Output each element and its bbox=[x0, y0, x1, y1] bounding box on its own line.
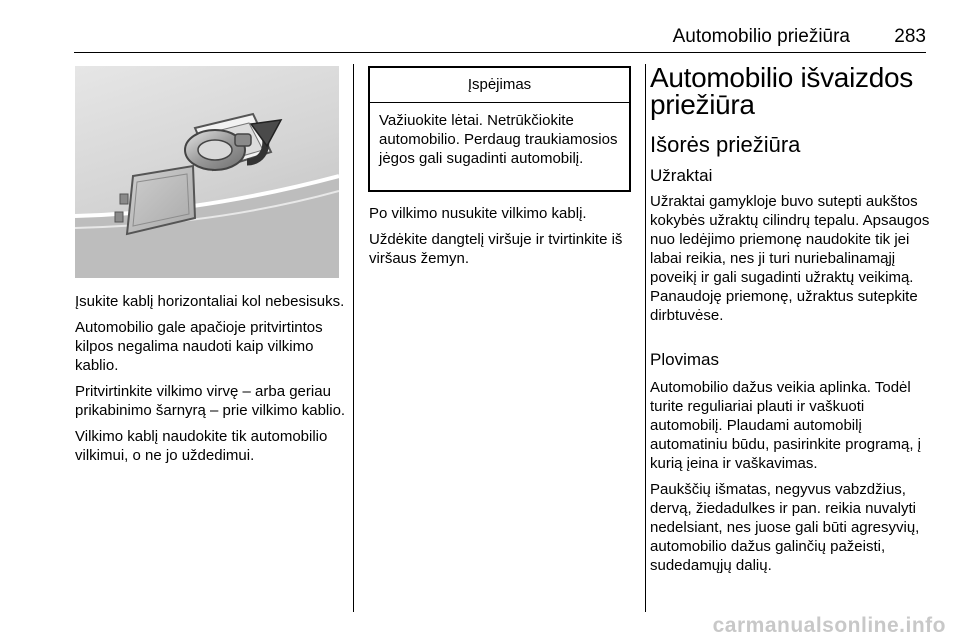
washing-text bbox=[650, 378, 940, 582]
watermark: carmanualsonline.info bbox=[712, 614, 946, 637]
paragraph: Įsukite kablį horizontaliai kol nebesisuks. bbox=[75, 293, 345, 310]
section-title: Automobilio išvaizdos priežiūra bbox=[650, 62, 913, 120]
column-divider-right bbox=[645, 64, 646, 612]
paragraph: Automobilio gale apačioje pritvirtintos kilpos negalima naudoti kaip vilkimo kablio. bbox=[75, 319, 323, 374]
running-header-title: Automobilio priežiūra bbox=[672, 26, 850, 47]
paragraph: Vilkimo kablį naudokite tik automobilio vilkimui, o ne jo uždedimui. bbox=[75, 428, 328, 464]
paragraph: Uždėkite dangtelį viršuje ir tvirtinkite iš viršaus žemyn. bbox=[369, 231, 623, 267]
warning-box bbox=[368, 66, 631, 192]
header-rule bbox=[74, 52, 926, 53]
subsection-title: Išorės priežiūra bbox=[650, 132, 801, 157]
middle-column-text bbox=[369, 204, 631, 275]
towing-eye-drawing bbox=[75, 66, 339, 278]
locks-heading: Užraktai bbox=[650, 166, 713, 185]
column-divider-left bbox=[353, 64, 354, 612]
paragraph: Paukščių išmatas, negyvus vabzdžius, dervą, žiedadulkes ir pan. reikia nuvalyti nedelsiant, nes juose gali būti agresyvių, automobilio dažus galinčių pažeisti, sudedamųjų dalių. bbox=[650, 481, 920, 574]
warning-title: Įspėjimas bbox=[370, 68, 629, 103]
paragraph: Pritvirtinkite vilkimo virvę – arba geriau prikabinimo šarnyrą – prie vilkimo kablio. bbox=[75, 383, 346, 419]
washing-heading: Plovimas bbox=[650, 350, 719, 369]
warning-text: Važiuokite lėtai. Netrūkčiokite automobilio. Perdaug traukiamosios jėgos gali sugadinti automobilį. bbox=[379, 112, 618, 167]
paragraph: Po vilkimo nusukite vilkimo kablį. bbox=[369, 205, 587, 222]
locks-text bbox=[650, 192, 940, 332]
paragraph: Automobilio dažus veikia aplinka. Todėl turite reguliariai plauti ir vaškuoti automobilį. Plaudami automobilį automatiniu būdu, pasirinkite programą, į kurią įeina ir vaškavimas. bbox=[650, 379, 921, 472]
towing-eye-illustration bbox=[75, 66, 339, 278]
left-column-text bbox=[75, 292, 350, 472]
paragraph: Užraktai gamykloje buvo sutepti aukštos kokybės užraktų cilindrų tepalu. Apsaugos nuo ledėjimo priemonę naudokite tik jei labai reikia, nes ji turi nuriebalinamąjį poveikį ir gali sugadinti užraktų veikimą. Panaudoję priemonę, užraktus sutepkite dirbtuvėse. bbox=[650, 193, 930, 324]
page-number: 283 bbox=[894, 26, 926, 47]
